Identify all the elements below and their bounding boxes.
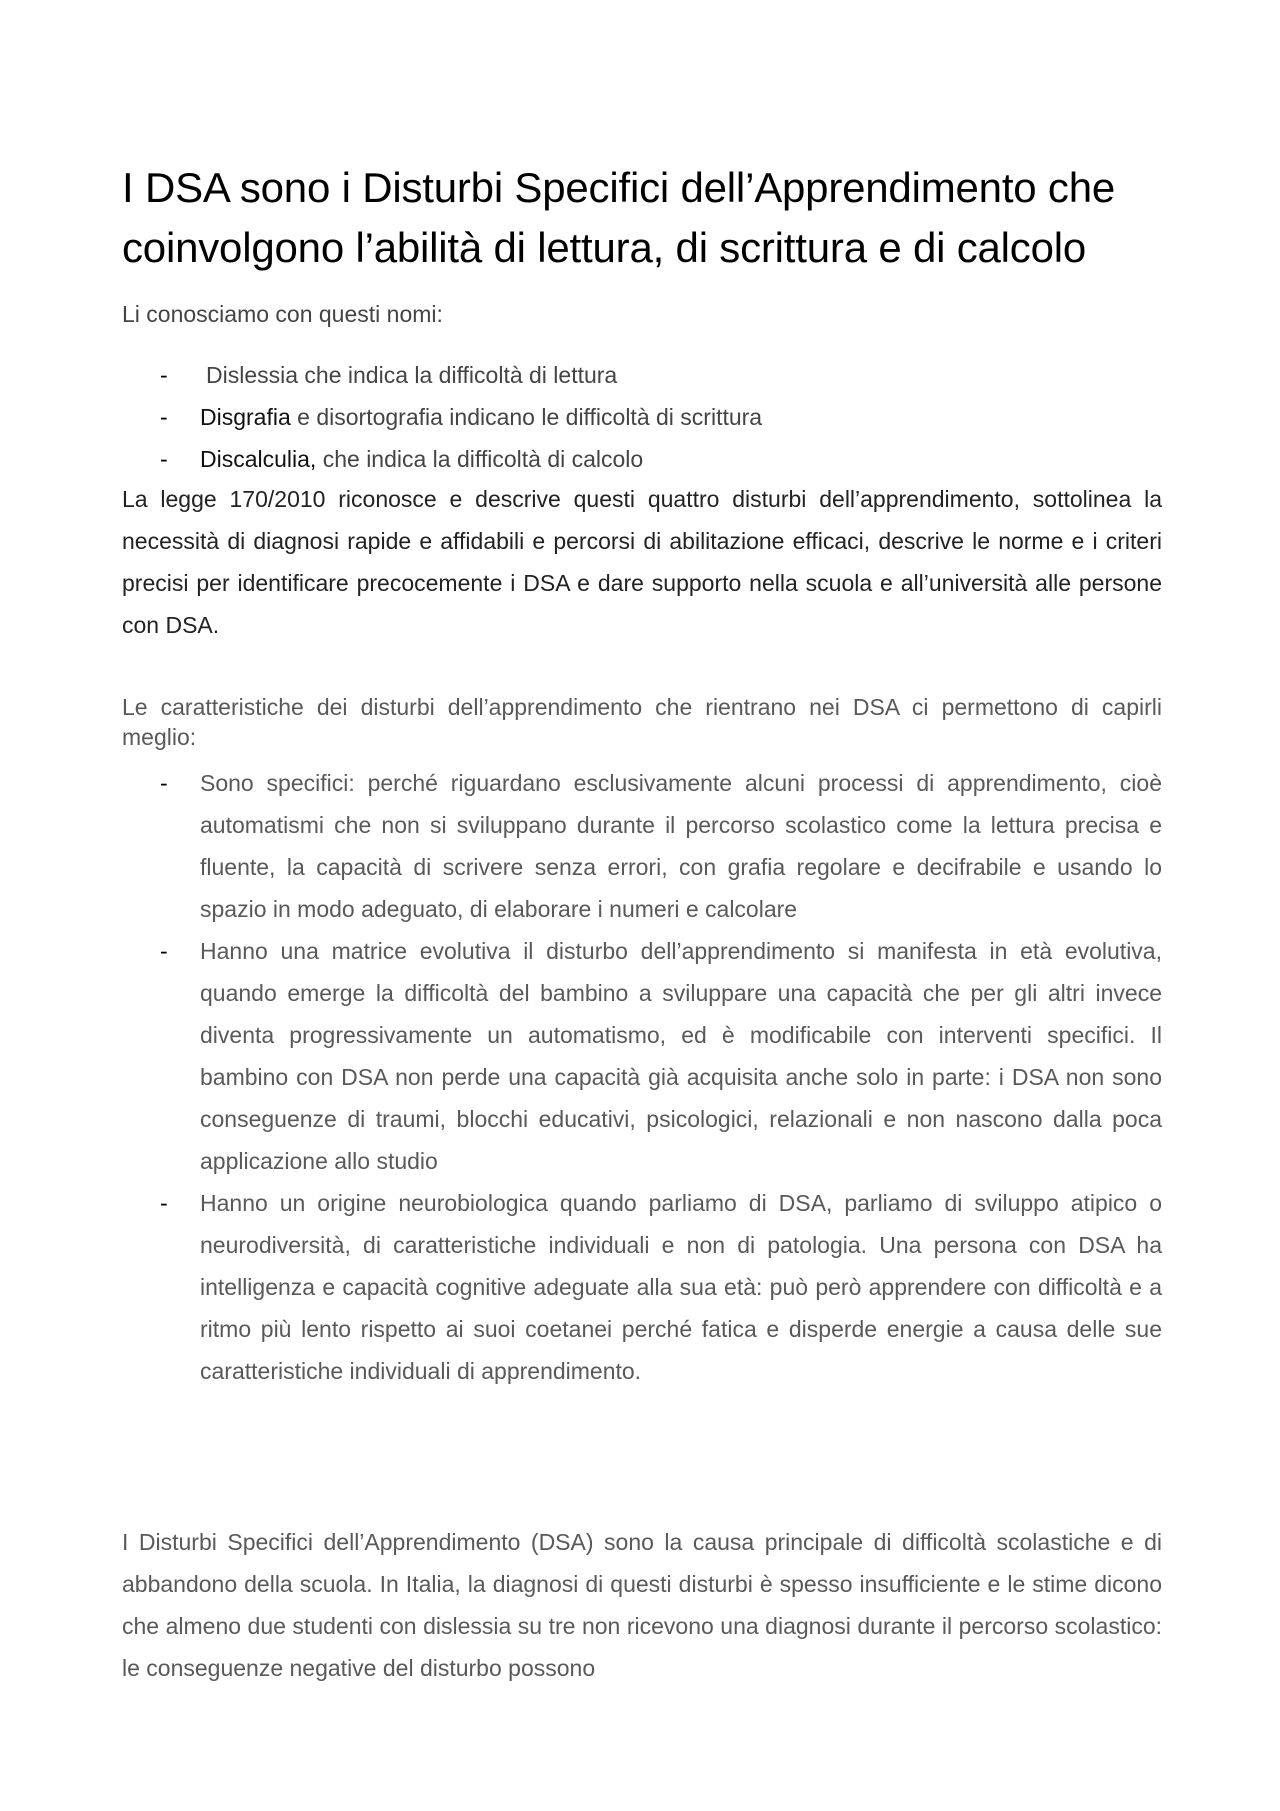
bullet-dash: - <box>160 770 168 796</box>
document-title: I DSA sono i Disturbi Specifici dell’Apprendimento che coinvolgono l’abilità di lettura, di scrittura e di calcolo <box>122 164 1116 271</box>
bullet-dash: - <box>160 446 168 472</box>
bullet-dash: - <box>160 1190 168 1216</box>
list-item-text: che indica la difficoltà di calcolo <box>316 446 644 472</box>
list-item-text: Hanno una matrice evolutiva il disturbo dell’apprendimento si manifesta in età evolutiva, quando emerge la difficoltà del bambino a sviluppare una capacità che per gli altri invece diventa progressivamente un automatismo, ed è modificabile con interventi specifici. Il bambino con DSA non perde una capacità già acquisita anche solo in parte: i DSA non sono conseguenze di traumi, blocchi educativi, psicologici, relazionali e non nascono dalla poca applicazione allo studio <box>200 938 1162 1174</box>
list-item-text: Sono specifici: perché riguardano esclusivamente alcuni processi di apprendimento, cioè automatismi che non si sviluppano durante il percorso scolastico come la lettura precisa e fluente, la capacità di scrivere senza errori, con grafia regolare e decifrabile e usando lo spazio in modo adeguato, di elaborare i numeri e calcolare <box>200 770 1162 922</box>
list-item <box>122 354 1162 396</box>
law-paragraph: La legge 170/2010 riconosce e descrive questi quattro disturbi dell’apprendimento, sottolinea la necessità di diagnosi rapide e affidabili e percorsi di abilitazione efficaci, descrive le norme e i criteri precisi per identificare precocemente i DSA e dare supporto nella scuola e all’università alle persone con DSA. <box>122 486 1162 638</box>
list-item-lead: Disgrafia <box>200 404 291 430</box>
list-item-text: Hanno un origine neurobiologica quando parliamo di DSA, parliamo di sviluppo atipico o neurodiversità, di caratteristiche individuali e non di patologia. Una persona con DSA ha intelligenza e capacità cognitive adeguate alla sua età: può però apprendere con difficoltà e a ritmo più lento rispetto ai suoi coetanei perché fatica e disperde energie a causa delle sue caratteristiche individuali di apprendimento. <box>200 1190 1162 1384</box>
list-item-lead: Discalculia, <box>200 446 317 472</box>
dsa-names-list <box>122 354 1162 480</box>
diagnosis-paragraph: I Disturbi Specifici dell’Apprendimento (DSA) sono la causa principale di difficoltà scolastiche e di abbandono della scuola. In Italia, la diagnosi di questi disturbi è spesso insufficiente e le stime dicono che almeno due studenti con dislessia su tre non ricevono una diagnosi durante il percorso scolastico: le conseguenze negative del disturbo possono <box>122 1529 1162 1681</box>
bullet-dash: - <box>160 362 168 388</box>
characteristics-list <box>122 762 1162 1392</box>
list-item-text: Dislessia che indica la difficoltà di lettura <box>206 362 618 388</box>
list-item <box>122 762 1162 930</box>
bullet-dash: - <box>160 938 168 964</box>
bullet-dash: - <box>160 404 168 430</box>
characteristics-intro: Le caratteristiche dei disturbi dell’apprendimento che rientrano nei DSA ci permettono di capirli meglio: <box>122 694 1162 750</box>
list-item-text: e disortografia indicano le difficoltà di scrittura <box>290 404 763 430</box>
list-item <box>122 1182 1162 1392</box>
list-item <box>122 396 1162 438</box>
list-item <box>122 930 1162 1182</box>
intro-text: Li conosciamo con questi nomi: <box>122 301 443 327</box>
list-item <box>122 438 1162 480</box>
